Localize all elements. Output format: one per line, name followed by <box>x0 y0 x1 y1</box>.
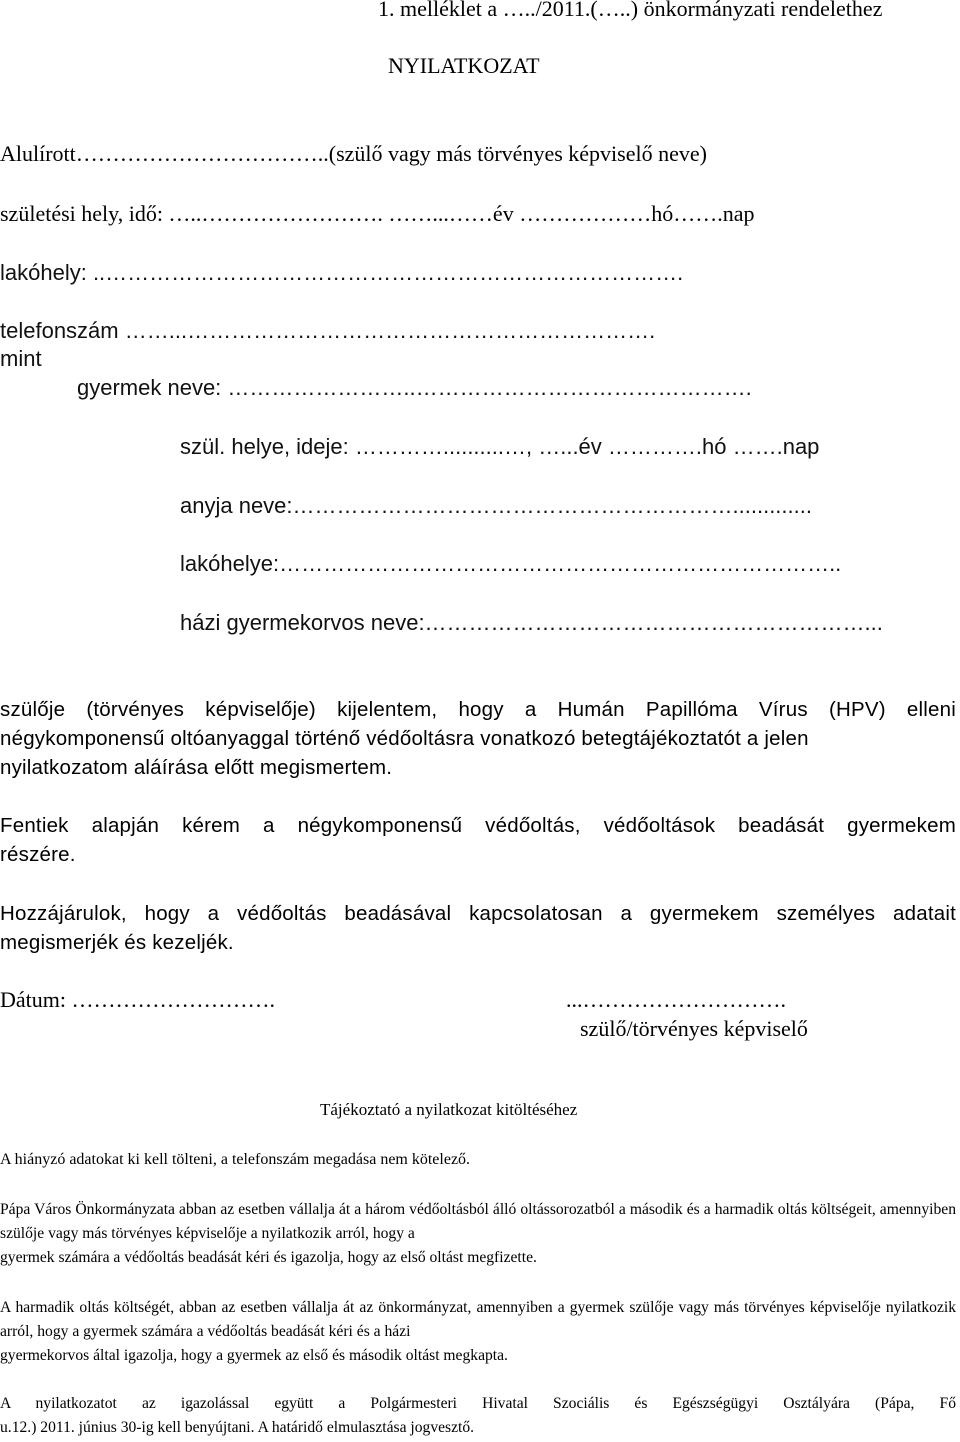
mother-name-field: anyja neve:……………………………………………………............. <box>180 493 812 518</box>
as-word: mint <box>0 346 42 371</box>
info-paragraph-4-last-line: u.12.) 2011. június 30-ig kell benyújtani. A határidő elmulasztása jogvesztő. <box>0 1419 475 1436</box>
info-paragraph-4-text: A nyilatkozatot az igazolással együtt a Polgármesteri Hivatal Szociális és Egészségügyi Osztályára (Pápa, Fő <box>0 1395 956 1412</box>
date-field: Dátum: ………………………. <box>0 987 275 1012</box>
statement-paragraph-2-last-line: részére. <box>0 843 76 866</box>
statement-paragraph-2-text: Fentiek alapján kérem a négykomponensű védőoltás, védőoltások beadását gyermekem <box>0 814 956 837</box>
child-residence-field: lakóhelye:………………………………………………………………….. <box>180 551 842 576</box>
info-paragraph-2-text: Pápa Város Önkormányzata abban az esetben vállalja át a három védőoltásból álló oltássorozatból a második és a harmadik oltás költségeit, amennyiben szülője vagy más törvényes képviselője a nyilatkozik arról, hogy a <box>0 1201 956 1242</box>
info-paragraph-3-text: A harmadik oltás költségét, abban az esetben vállalja át az önkormányzat, amennyiben a gyermek szülője vagy más törvényes képviselője nyilatkozik arról, hogy a gyermek számára a védőoltás beadását kéri és a házi <box>0 1299 956 1340</box>
statement-paragraph-1-last-line: nyilatkozatom aláírása előtt megismertem. <box>0 756 393 779</box>
birth-place-date-field: születési hely, idő: …..……………………. ……...……év ………………hó…….nap <box>0 201 755 226</box>
annex-reference: 1. melléklet a …../2011.(…..) önkormányzati rendelethez <box>378 0 883 21</box>
info-paragraph-2 <box>0 1198 956 1270</box>
signature-line: ...………………………. <box>566 987 786 1012</box>
residence-field: lakóhely: ..……………………………………………………………………. <box>0 260 684 285</box>
info-paragraph-4 <box>0 1392 956 1440</box>
info-paragraph-3-last-line: gyermekorvos által igazolja, hogy a gyermek az első és második oltást megkapta. <box>0 1347 508 1364</box>
statement-paragraph-3 <box>0 899 956 957</box>
info-paragraph-3 <box>0 1296 956 1368</box>
pediatrician-field: házi gyermekorvos neve:……………………………………………………... <box>180 610 883 635</box>
statement-paragraph-2 <box>0 811 956 869</box>
info-title: Tájékoztató a nyilatkozat kitöltéséhez <box>320 1100 578 1119</box>
statement-paragraph-1-text: szülője (törvényes képviselője) kijelentem, hogy a Humán Papillóma Vírus (HPV) elleni négykomponensű oltóanyaggal történő védőoltásra vonatkozó betegtájékoztatót a jelen <box>0 698 956 750</box>
statement-paragraph-3-last-line: megismerjék és kezeljék. <box>0 931 234 954</box>
info-paragraph-2-last-line: gyermek számára a védőoltás beadását kéri és igazolja, hogy az első oltást megfizette. <box>0 1249 537 1266</box>
undersigned-field: Alulírott……………………………..(szülő vagy más törvényes képviselő neve) <box>0 141 707 166</box>
phone-field: telefonszám ……...………………………………………………………. <box>0 318 656 343</box>
statement-paragraph-1 <box>0 695 956 782</box>
child-name-field: gyermek neve: ……………………..………………………………………. <box>77 375 752 400</box>
signature-caption: szülő/törvényes képviselő <box>580 1016 808 1041</box>
child-birth-field: szül. helye, ideje: …………..........…, …...év ………….hó …….nap <box>180 434 820 459</box>
document-title: NYILATKOZAT <box>388 53 540 78</box>
statement-paragraph-3-text: Hozzájárulok, hogy a védőoltás beadásával kapcsolatosan a gyermekem személyes adatait <box>0 902 956 925</box>
info-paragraph-1: A hiányzó adatokat ki kell tölteni, a telefonszám megadása nem kötelező. <box>0 1151 471 1168</box>
